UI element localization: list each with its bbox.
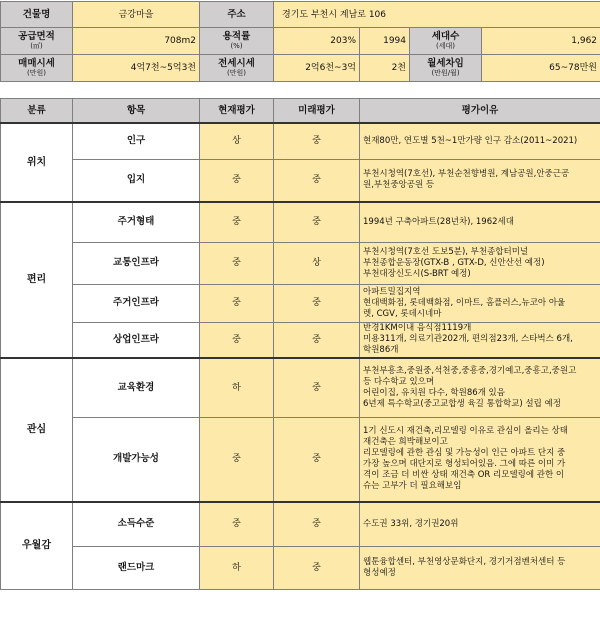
item-population: 인구 [73, 123, 200, 159]
future-eval: 중 [274, 546, 360, 589]
reason-cell: 웹툰융합센터, 부천영상문화단지, 경기거점벤처센터 등 형성예정 [360, 546, 600, 589]
floor-ratio-value: 203% [274, 28, 360, 55]
item-development: 개발가능성 [73, 417, 200, 502]
sale-price-value: 4억7천~5억3천 [73, 55, 200, 82]
item-location: 입지 [73, 159, 200, 202]
floor-ratio-label: 용적률 (%) [200, 28, 274, 55]
reason-cell: 부천부흥초,중원중,석천중,중흥중,경기예고,중흥고,중원고 등 다수학교 있으며 어린이집, 유치원 다수, 학원86개 있음 6년제 특수학교(중고교합생 육길 통합학교) 설립 예정 [360, 358, 600, 417]
address-value: 경기도 부천시 계남로 106 [274, 2, 600, 28]
monthly-rent-value: 65~78만원 [482, 55, 600, 82]
header-future: 미래평가 [274, 99, 360, 124]
item-education: 교육환경 [73, 358, 200, 417]
category-interest: 관심 [1, 358, 73, 502]
reason-cell: 현재80만, 연도별 5천~1만가량 인구 감소(2011~2021) [360, 123, 600, 159]
item-commercial-infra: 상업인프라 [73, 322, 200, 358]
future-eval: 중 [274, 502, 360, 546]
sale-price-label: 매매시세 (만원) [1, 55, 73, 82]
reason-cell: 부천시청역(7호선 도보5분), 부천종합터미널 부천종합운동장(GTX-B , GTX-D, 신안산선 예정) 부천대장신도시(S-BRT 예정) [360, 242, 600, 284]
header-reason: 평가이유 [360, 99, 600, 124]
category-convenience: 편리 [1, 202, 73, 358]
reason-cell: 수도권 33위, 경기권20위 [360, 502, 600, 546]
header-item: 항목 [73, 99, 200, 124]
evaluation-table [0, 98, 600, 590]
reason-cell: 1994년 구축아파트(28년차), 1962세대 [360, 202, 600, 242]
current-eval: 중 [200, 159, 274, 202]
item-housing-infra: 주거인프라 [73, 284, 200, 322]
reason-cell: 부천시청역(7호선), 부천순천향병원, 계남공원,안중근공 원,부천중앙공원 등 [360, 159, 600, 202]
future-eval: 중 [274, 358, 360, 417]
property-info-table [0, 1, 600, 82]
header-current: 현재평가 [200, 99, 274, 124]
jeonse-label: 전세시세 (만원) [200, 55, 274, 82]
supply-area-value: 708m2 [73, 28, 200, 55]
current-eval: 하 [200, 546, 274, 589]
building-label: 건물명 [1, 2, 73, 28]
households-label: 세대수 (세대) [410, 28, 482, 55]
address-label: 주소 [200, 2, 274, 28]
deposit-value: 2천 [360, 55, 410, 82]
current-eval: 중 [200, 502, 274, 546]
reason-cell: 아파트밀집지역 현대백화점, 롯데백화점, 이마트, 홈플러스,뉴코아 아울 렛, CGV, 롯데시네마 [360, 284, 600, 322]
households-value: 1,962 [482, 28, 600, 55]
current-eval: 중 [200, 322, 274, 358]
category-location: 위치 [1, 123, 73, 202]
monthly-rent-label: 월세차임 (만원/월) [410, 55, 482, 82]
building-value: 금강마을 [73, 2, 200, 28]
header-category: 분류 [1, 99, 73, 124]
jeonse-value: 2억6천~3억 [274, 55, 360, 82]
category-superiority: 우월감 [1, 502, 73, 589]
item-income: 소득수준 [73, 502, 200, 546]
year-value: 1994 [360, 28, 410, 55]
current-eval: 중 [200, 242, 274, 284]
item-landmark: 랜드마크 [73, 546, 200, 589]
current-eval: 중 [200, 417, 274, 502]
item-housing-type: 주거형태 [73, 202, 200, 242]
future-eval: 중 [274, 159, 360, 202]
current-eval: 상 [200, 123, 274, 159]
future-eval: 상 [274, 242, 360, 284]
supply-area-label: 공급면적 (㎡) [1, 28, 73, 55]
future-eval: 중 [274, 417, 360, 502]
future-eval: 중 [274, 322, 360, 358]
future-eval: 중 [274, 202, 360, 242]
reason-cell: 반경1KM이내 음식점1119개 미용311개, 의료기관202개, 편의점23개, 스타벅스 6개, 학원86개 [360, 322, 600, 358]
reason-cell: 1기 신도시 재건축,리모델링 이유로 관심이 올리는 상태 재건축은 희박해보이고 리모델링에 관한 관심 및 가능성이 인근 아파트 단지 중 가장 높으며 대단지로 형성되어있음. 그에 따른 이미 가 격이 조금 더 비싼 상태 재건축 OR 리모델링에 관한 이 슈는 고부가 더 필요해보임 [360, 417, 600, 502]
future-eval: 중 [274, 123, 360, 159]
future-eval: 중 [274, 284, 360, 322]
current-eval: 중 [200, 202, 274, 242]
current-eval: 하 [200, 358, 274, 417]
item-transport: 교통인프라 [73, 242, 200, 284]
current-eval: 중 [200, 284, 274, 322]
